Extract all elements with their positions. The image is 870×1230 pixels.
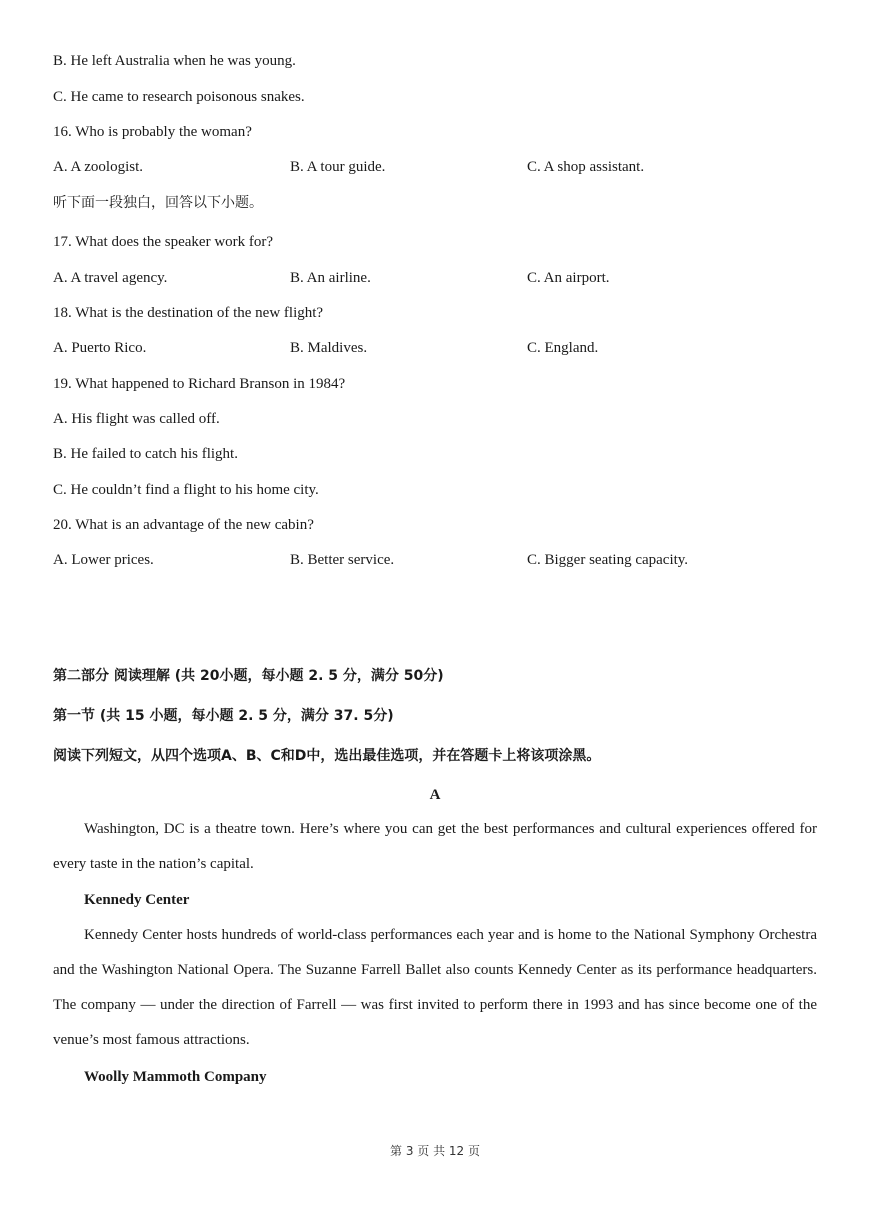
q19-option-c: C. He couldn’t find a flight to his home city.	[53, 482, 319, 498]
q20-question: 20. What is an advantage of the new cabin?	[53, 517, 314, 533]
q15-option-c: C. He came to research poisonous snakes.	[53, 89, 305, 105]
q16-question: 16. Who is probably the woman?	[53, 124, 252, 140]
q20-option-b: B. Better service.	[290, 552, 395, 568]
reading-instruction: 阅读下列短文，从四个选项A、B、C和D中，选出最佳选项，并在答题卡上将该项涂黑。	[53, 748, 601, 764]
q15-option-b: B. He left Australia when he was young.	[53, 53, 296, 69]
q18-options	[53, 338, 833, 358]
q16-option-a: A. A zoologist.	[53, 159, 144, 175]
section1-heading: 第一节 (共 15 小题，每小题 2. 5 分，满分 37. 5分)	[53, 708, 394, 724]
kennedy-title: Kennedy Center	[84, 892, 190, 908]
q17-option-a: A. A travel agency.	[53, 270, 168, 286]
q19-question: 19. What happened to Richard Branson in 1984?	[53, 376, 346, 392]
q16-option-c: C. A shop assistant.	[527, 159, 645, 175]
passage-letter: A	[429, 787, 441, 803]
q18-option-a: A. Puerto Rico.	[53, 340, 147, 356]
monologue-instruction: 听下面一段独白，回答以下小题。	[53, 195, 263, 211]
passage-intro	[53, 812, 817, 882]
q17-option-b: B. An airline.	[290, 270, 371, 286]
q17-question: 17. What does the speaker work for?	[53, 234, 274, 250]
kennedy-paragraph	[53, 918, 817, 1058]
q19-option-b: B. He failed to catch his flight.	[53, 446, 238, 462]
q18-question: 18. What is the destination of the new flight?	[53, 305, 324, 321]
q18-option-c: C. England.	[527, 340, 599, 356]
q19-option-a: A. His flight was called off.	[53, 411, 220, 427]
passage-intro-text: Washington, DC is a theatre town. Here’s where you can get the best performances and cultural experiences offered for every taste in the nation’s capital.	[53, 821, 817, 872]
q20-options	[53, 550, 833, 570]
q17-options	[53, 268, 833, 288]
q16-option-b: B. A tour guide.	[290, 159, 386, 175]
woolly-title: Woolly Mammoth Company	[84, 1069, 267, 1085]
q18-option-b: B. Maldives.	[290, 340, 368, 356]
page-footer: 第 3 页 共 12 页	[390, 1144, 480, 1158]
q16-options	[53, 157, 833, 177]
q17-option-c: C. An airport.	[527, 270, 610, 286]
kennedy-text: Kennedy Center hosts hundreds of world-class performances each year and is home to the National Symphony Orchestra and the Washington National Opera. The Suzanne Farrell Ballet also counts Kennedy Center as its performance headquarters. The company — under the direction of Farrell — was first invited to perform there in 1993 and has since become one of the venue’s most famous attractions.	[53, 927, 817, 1048]
q20-option-a: A. Lower prices.	[53, 552, 154, 568]
part2-heading: 第二部分 阅读理解 (共 20小题，每小题 2. 5 分，满分 50分)	[53, 668, 444, 684]
q20-option-c: C. Bigger seating capacity.	[527, 552, 689, 568]
